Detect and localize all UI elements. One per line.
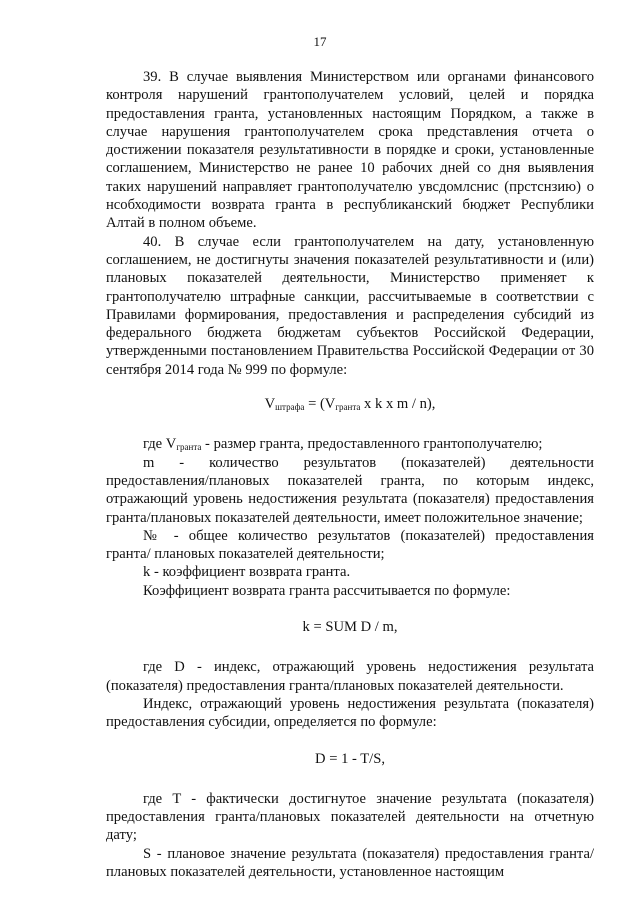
definition-d: где D - индекс, отражающий уровень недостижения результата (показателя) предоставления гранта/плановых показателей деятельности. <box>106 659 594 694</box>
formula-penalty <box>106 395 594 413</box>
definition-v-grant-text: - размер гранта, предоставленного грантополучателю; <box>201 436 543 453</box>
document-body <box>106 68 594 881</box>
formula-d: D = 1 - T/S, <box>315 750 385 767</box>
paragraph-40: 40. В случае если грантополучателем на дату, установленную соглашением, не достигнуты значения показателей результативности и (или) плановых показателей деятельности, Министерство применяет к грантополучателю штрафные санкции, рассчитываемые в соответствии с Правилами формирования, предоставления и распределения субсидий из федерального бюджета бюджетам субъектов Российской Федерации, утвержденными постановлением Правительства Российской Федерации от 30 сентября 2014 года № 999 по формуле: <box>106 233 594 378</box>
formula-k: k = SUM D / m, <box>302 619 398 636</box>
page-number: 17 <box>313 34 327 49</box>
formula-penalty-lhs-subscript: штрафа <box>275 402 305 413</box>
formula-penalty-lhs: V <box>264 396 276 413</box>
definition-v-grant <box>106 435 594 453</box>
definition-s: S - плановое значение результата (показателя) предоставления гранта/плановых показателей деятельности, установленное настоящим <box>106 845 594 880</box>
definition-t: где T - фактически достигнутое значение результата (показателя) предоставления гранта/плановых показателей деятельности на отчетную дату; <box>106 790 594 844</box>
definition-n: № - общее количество результатов (показателей) предоставления гранта/ плановых показателей деятельности; <box>106 527 594 563</box>
formula-penalty-mid: = (V <box>304 396 336 413</box>
definition-v-grant-prefix: где V <box>143 436 177 453</box>
k-formula-intro: Коэффициент возврата гранта рассчитывается по формуле: <box>143 582 511 599</box>
paragraph-39: 39. В случае выявления Министерством или органами финансового контроля нарушений грантополучателем условий, целей и порядка предоставления гранта, установленных настоящим Порядком, а также в случае нарушения грантополучателем срока представления отчета о достижении показателя результативности в порядке и сроки, установленные соглашением, Министерство не ранее 10 рабочих дней со дня выявления таких нарушений направляет грантополучателю увсдомлснис (прстснзию) о нсобходимости возврата гранта в республиканский бюджет Республики Алтай в полном объеме. <box>106 69 594 232</box>
d-formula-intro: Индекс, отражающий уровень недостижения результата (показателя) предоставления субсидии, определяется по формуле: <box>106 695 594 731</box>
definition-m: m - количество результатов (показателей) деятельности предоставления/плановых показателей гранта, по которым индекс, отражающий уровень недостижения результата (показателя) предоставления гранта/плановых показателей деятельности, имеет положительное значение; <box>106 454 594 526</box>
definition-v-grant-subscript: гранта <box>176 442 202 453</box>
formula-penalty-rhs: x k x m / n), <box>360 396 436 413</box>
definition-k: k - коэффициент возврата гранта. <box>143 564 351 581</box>
formula-penalty-mid-subscript: гранта <box>335 402 361 413</box>
